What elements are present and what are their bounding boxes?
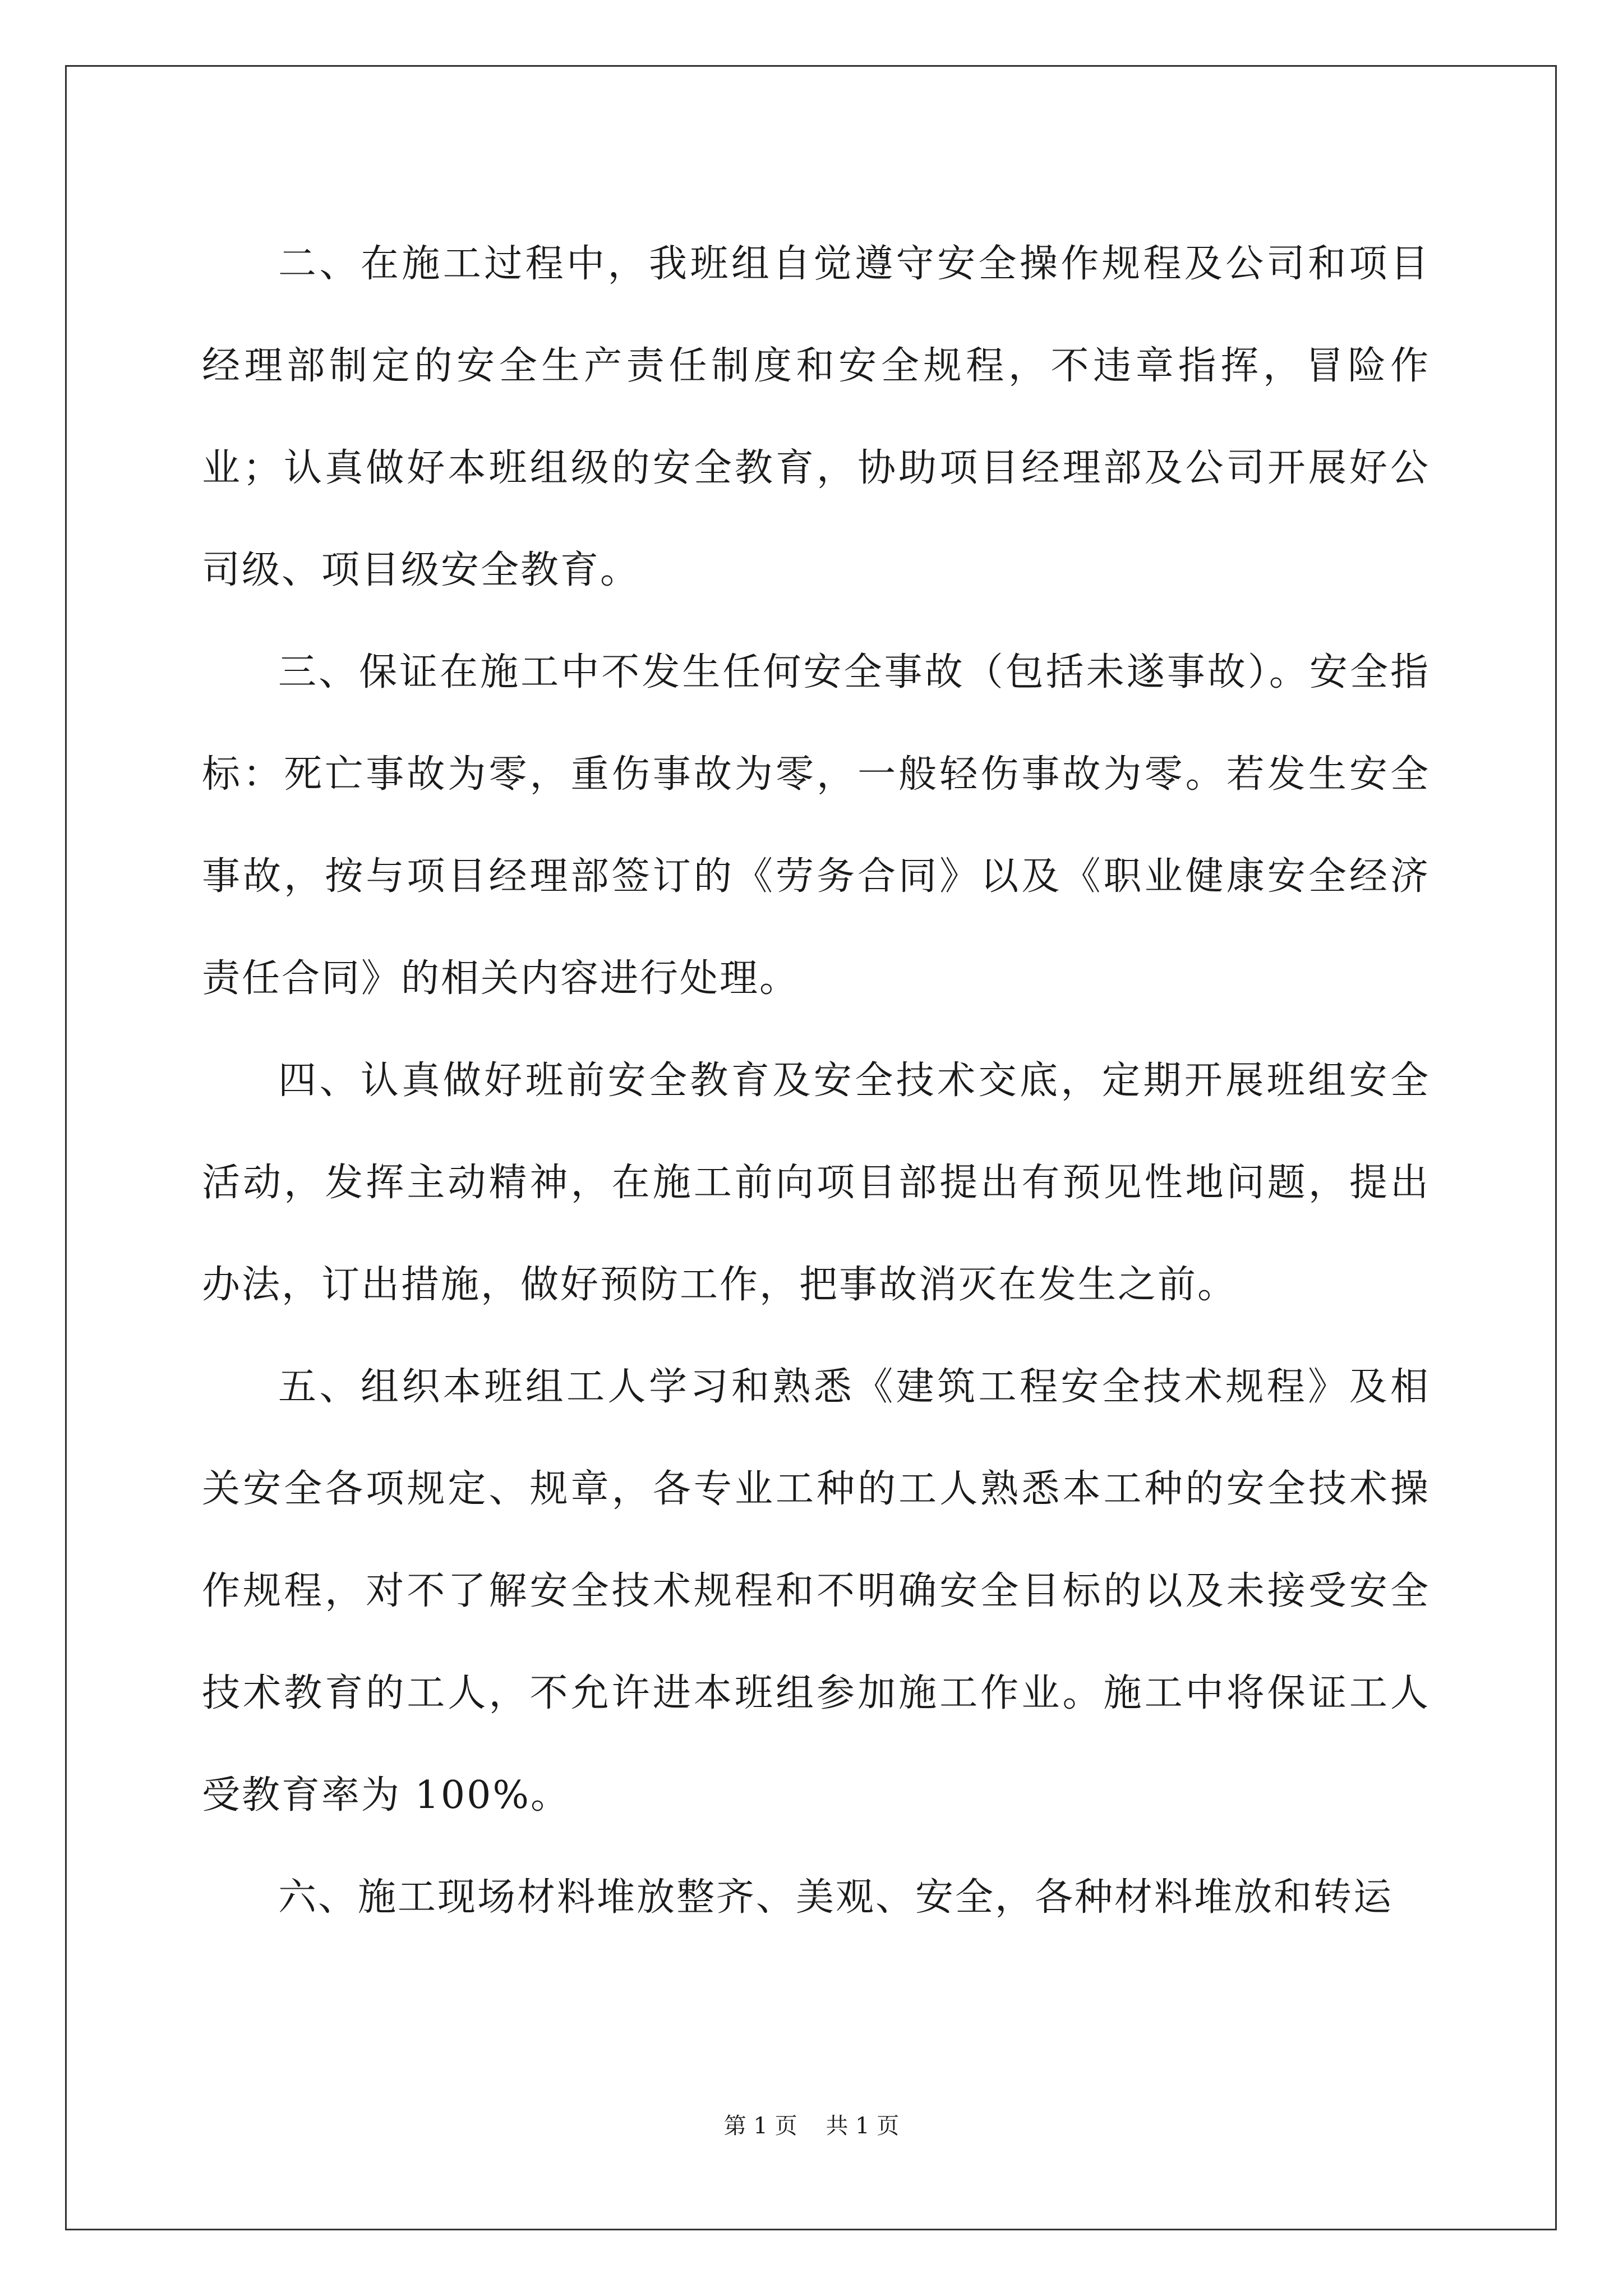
paragraph-6: 六、施工现场材料堆放整齐、美观、安全，各种材料堆放和转运 xyxy=(278,1875,1394,1920)
page-footer: 第 1 页 共 1 页 xyxy=(723,2113,900,2139)
paragraph-2: 二、在施工过程中，我班组自觉遵守安全操作规程及公司和项目经理部制定的安全生产责任制度和安全规程，不违章指挥，冒险作业；认真做好本班组级的安全教育，协助项目经理部及公司开展好公司级、项目级安全教育。 xyxy=(202,242,1430,592)
paragraph-3: 三、保证在施工中不发生任何安全事故（包括未遂事故）。安全指标：死亡事故为零，重伤事故为零，一般轻伤事故为零。若发生安全事故，按与项目经理部签订的《劳务合同》以及《职业健康安全经济责任合同》的相关内容进行处理。 xyxy=(202,650,1430,1001)
paragraph-4: 四、认真做好班前安全教育及安全技术交底，定期开展班组安全活动，发挥主动精神，在施工前向项目部提出有预见性地问题，提出办法，订出措施，做好预防工作，把事故消灭在发生之前。 xyxy=(202,1059,1430,1307)
paragraph-5: 五、组织本班组工人学习和熟悉《建筑工程安全技术规程》及相关安全各项规定、规章，各专业工种的工人熟悉本工种的安全技术操作规程，对不了解安全技术规程和不明确安全目标的以及未接受安全技术教育的工人，不允许进本班组参加施工作业。施工中将保证工人受教育率为 100%。 xyxy=(202,1365,1430,1818)
document-body xyxy=(202,213,1430,1949)
